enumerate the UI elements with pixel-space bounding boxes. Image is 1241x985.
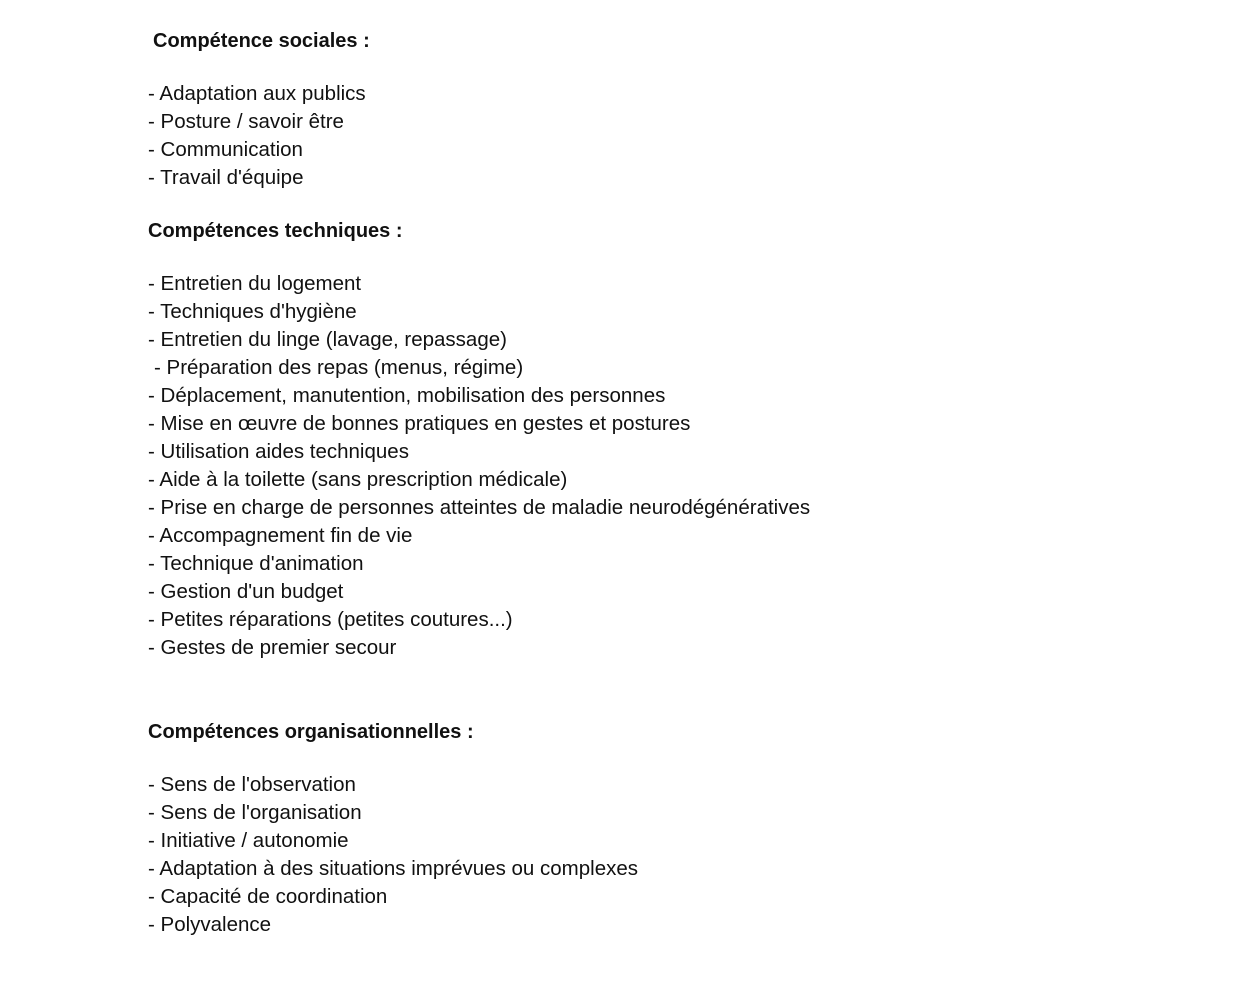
list-item: - Préparation des repas (menus, régime) bbox=[154, 356, 524, 379]
list-item: - Techniques d'hygiène bbox=[148, 300, 357, 323]
list-item: - Technique d'animation bbox=[148, 552, 364, 575]
section-title-sociales: Compétence sociales : bbox=[153, 30, 370, 52]
list-item: - Prise en charge de personnes atteintes de maladie neurodégénératives bbox=[148, 496, 811, 519]
list-organisationnelles bbox=[148, 771, 638, 939]
list-techniques bbox=[148, 270, 810, 662]
list-item: - Initiative / autonomie bbox=[148, 829, 349, 852]
list-item: - Petites réparations (petites coutures...) bbox=[148, 608, 513, 631]
list-item: - Sens de l'organisation bbox=[148, 801, 362, 824]
list-item: - Travail d'équipe bbox=[148, 166, 304, 189]
section-title-techniques: Compétences techniques : bbox=[148, 220, 403, 242]
list-item: - Adaptation à des situations imprévues ou complexes bbox=[148, 857, 638, 880]
list-item: - Gestion d'un budget bbox=[148, 580, 344, 603]
list-item: - Communication bbox=[148, 138, 303, 161]
list-item: - Utilisation aides techniques bbox=[148, 440, 409, 463]
list-item: - Posture / savoir être bbox=[148, 110, 344, 133]
list-item: - Capacité de coordination bbox=[148, 885, 388, 908]
list-item: - Accompagnement fin de vie bbox=[148, 524, 413, 547]
list-item: - Entretien du linge (lavage, repassage) bbox=[148, 328, 507, 351]
list-item: - Sens de l'observation bbox=[148, 773, 356, 796]
list-item: - Adaptation aux publics bbox=[148, 82, 366, 105]
section-title-organisationnelles: Compétences organisationnelles : bbox=[148, 721, 474, 743]
list-item: - Déplacement, manutention, mobilisation des personnes bbox=[148, 384, 666, 407]
list-sociales bbox=[148, 80, 366, 192]
list-item: - Polyvalence bbox=[148, 913, 272, 936]
list-item: - Aide à la toilette (sans prescription médicale) bbox=[148, 468, 568, 491]
list-item: - Entretien du logement bbox=[148, 272, 362, 295]
list-item: - Gestes de premier secour bbox=[148, 636, 397, 659]
list-item: - Mise en œuvre de bonnes pratiques en gestes et postures bbox=[148, 412, 691, 435]
